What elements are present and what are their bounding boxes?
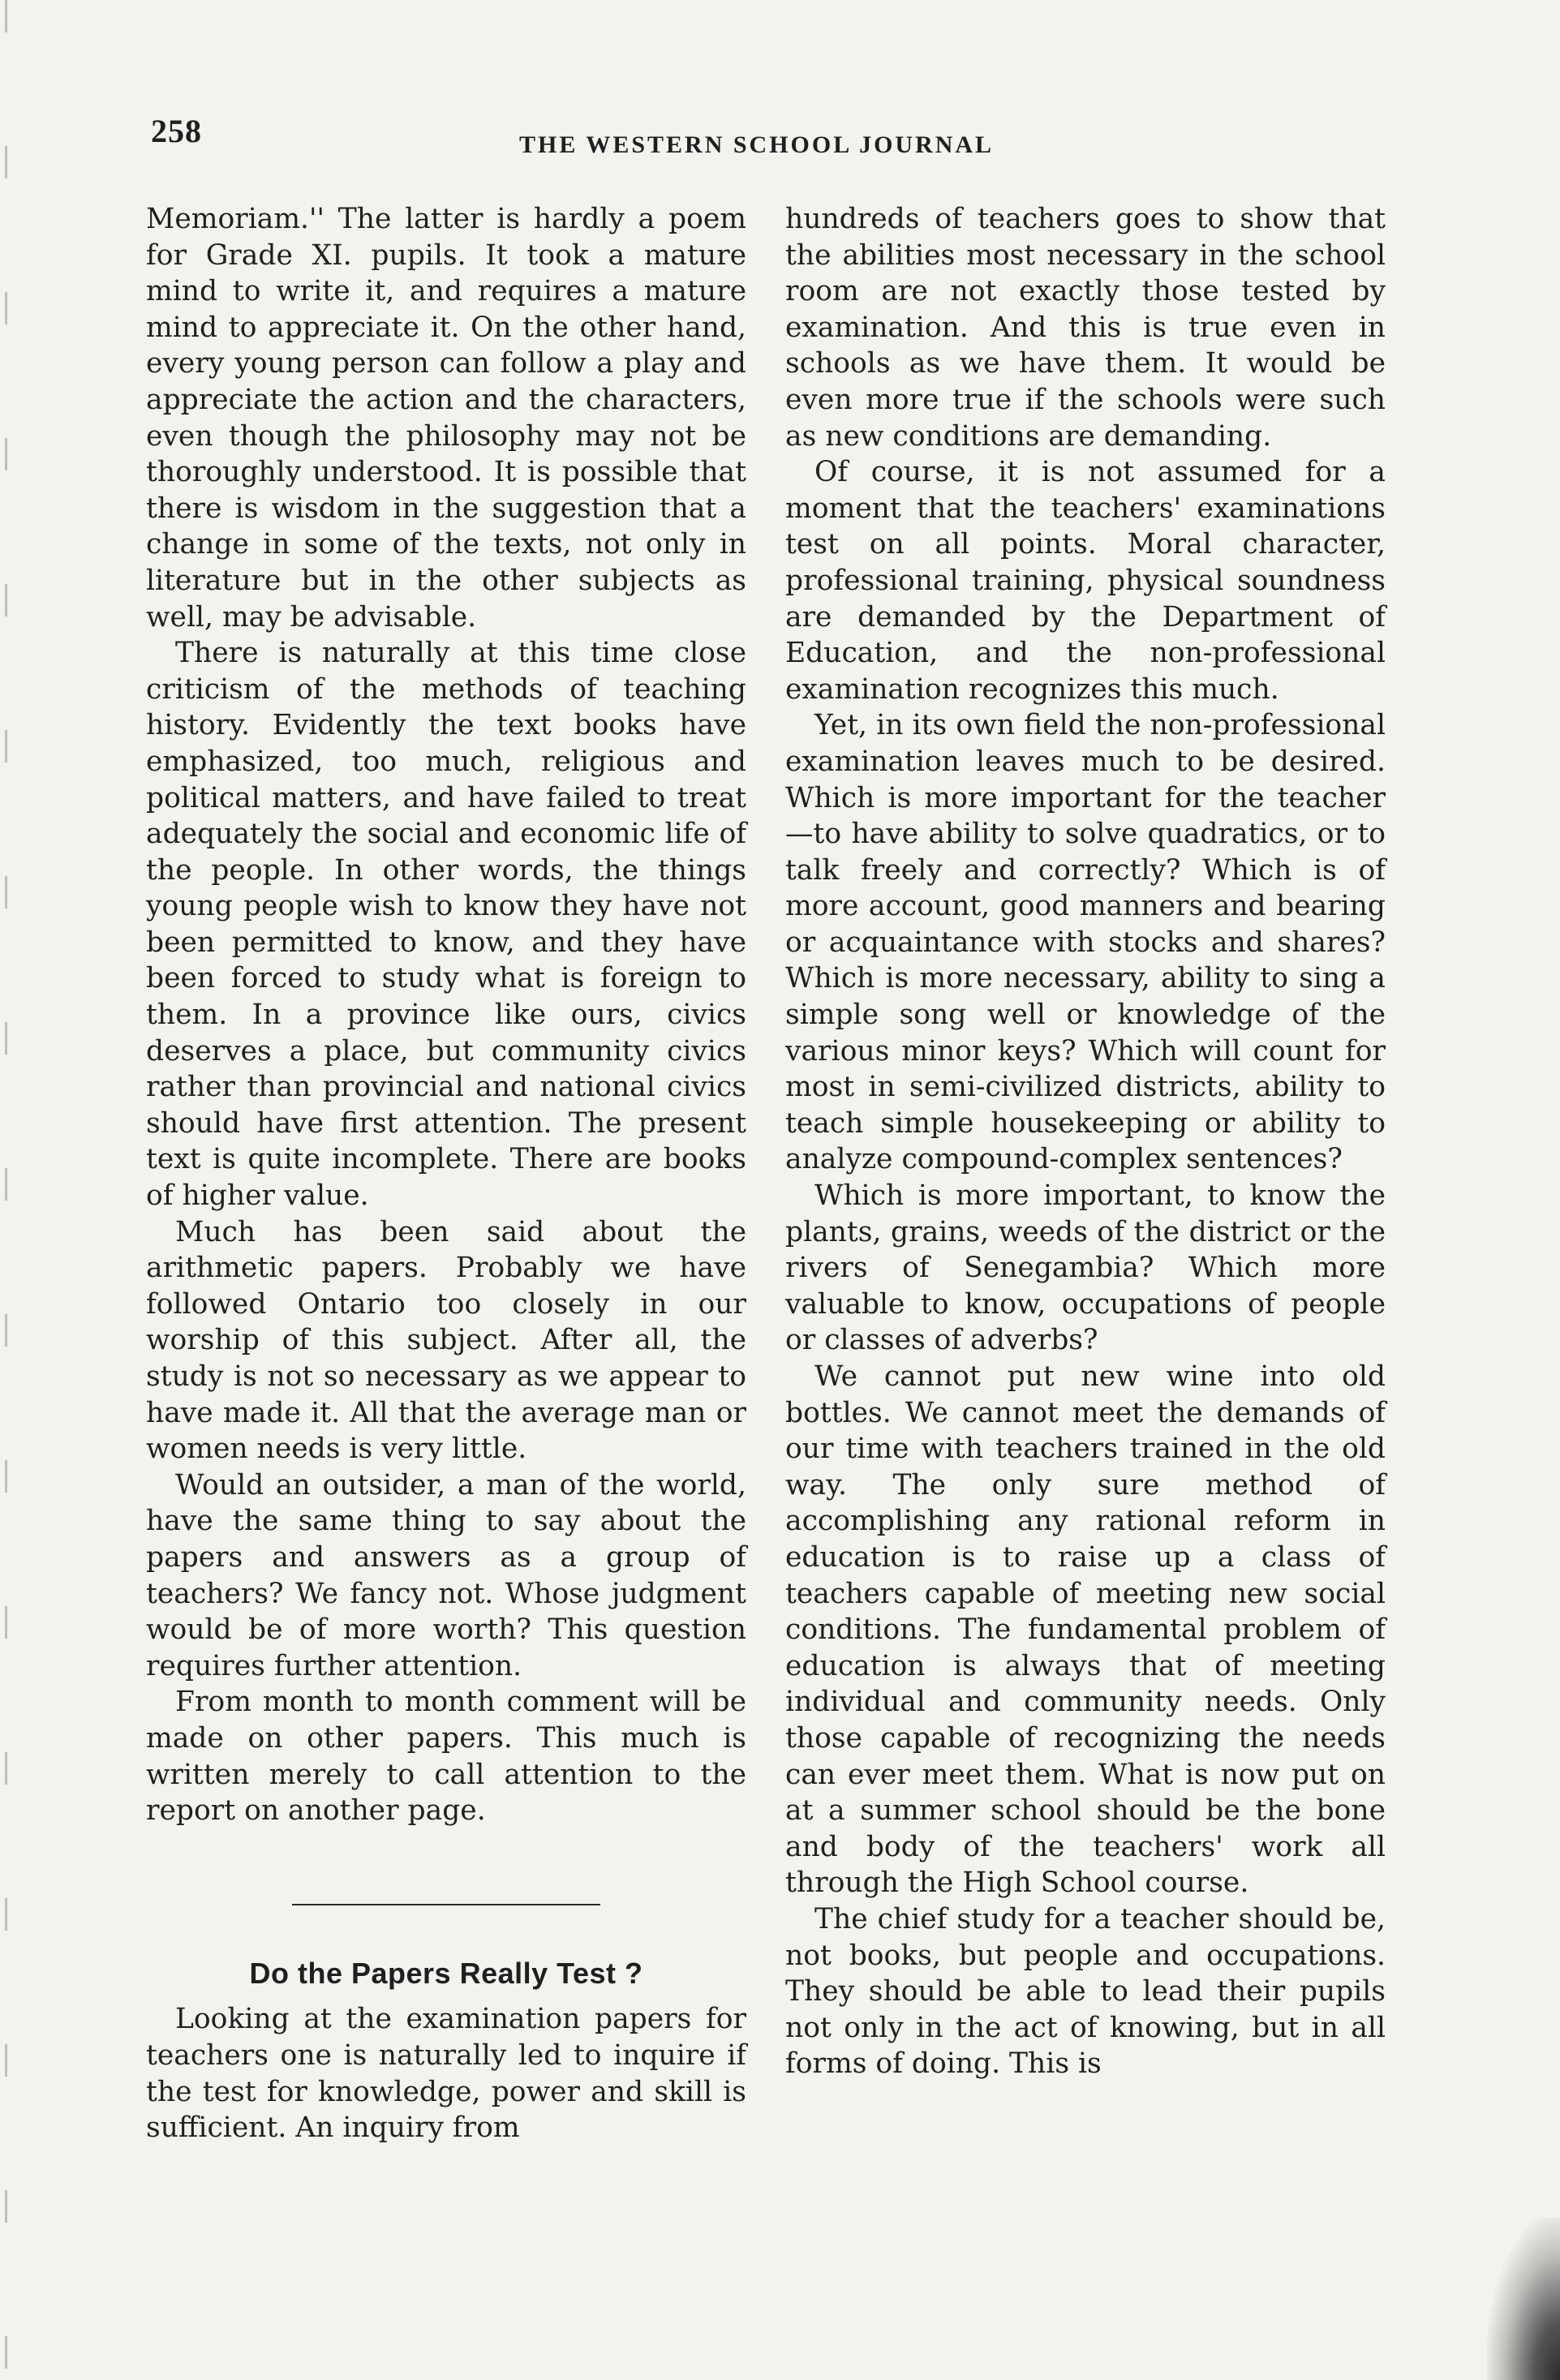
page-number: 258 [151, 113, 202, 149]
paragraph: Of course, it is not assumed for a moment that the teachers' examinations test on all points. Moral character, professional training, physical soundness are demanded by the Department of Education, and the non-professional examination recognizes this much. [785, 456, 1386, 706]
running-header-title: THE WESTERN SCHOOL JOURNAL [519, 131, 995, 158]
paragraph: Looking at the examination papers for teachers one is naturally led to inquire if the test for knowledge, power and skill is sufficient. An inquiry from [146, 2003, 746, 2145]
page-corner-smudge [1487, 2218, 1560, 2380]
section-heading: Do the Papers Really Test ? [249, 1956, 643, 1990]
right-column [785, 201, 1386, 2082]
paragraph: We cannot put new wine into old bottles. We cannot meet the demands of our time with teachers trained in the old way. The only sure method of accomplishing any rational reform in education is to raise up a class of teachers capable of meeting new social conditions. The fundamental problem of education is always that of meeting individual and community needs. Only those capable of recognizing the needs can ever meet them. What is now put on at a summer school should be the bone and body of the teachers' work all through the High School course. [785, 1360, 1386, 1900]
paragraph: Much has been said about the arithmetic papers. Probably we have followed Ontario too closely in our worship of this subject. After all, the study is not so necessary as we appear to have made it. All that the average man or women needs is very little. [146, 1215, 746, 1466]
paragraph: Would an outsider, a man of the world, have the same thing to say about the papers and answers as a group of teachers? We fancy not. Whose judgment would be of more worth? This question requires further attention. [146, 1468, 746, 1682]
paragraph: Memoriam.'' The latter is hardly a poem for Grade XI. pupils. It took a mature mind to write it, and requires a mature mind to appreciate it. On the other hand, every young person can follow a play and appreciate the action and the characters, even though the philosophy may not be thoroughly understood. It is possible that there is wisdom in the suggestion that a change in some of the texts, not only in literature but in the other subjects as well, may be advisable. [146, 203, 746, 634]
paragraph: The chief study for a teacher should be, not books, but people and occupations. They should be able to lead their pupils not only in the act of knowing, but in all forms of doing. This is [785, 1902, 1386, 2081]
paragraph: From month to month comment will be made on other papers. This much is written merely to call attention to the report on another page. [146, 1686, 746, 1828]
section-divider [292, 1904, 600, 1905]
paragraph: There is naturally at this time close criticism of the methods of teaching history. Evidently the text books have emphasized, too much, religious and political matters, and have failed to treat adequately the social and economic life of the people. In other words, the things young people wish to know they have not been permitted to know, and they have been forced to study what is foreign to them. In a province like ours, civics deserves a place, but community civics rather than provincial and national civics should have first attention. The present text is quite incomplete. There are books of higher value. [146, 637, 746, 1213]
left-column [146, 201, 746, 2146]
paragraph: Yet, in its own field the non-professional examination leaves much to be desired. Which is more important for the teacher—to have ability to solve quadratics, or to talk freely and correctly? Which is of more account, good manners and bearing or acquaintance with stocks and shares? Which is more necessary, ability to sing a simple song well or knowledge of the various minor keys? Which will count for most in semi-civilized districts, ability to teach simple housekeeping or ability to analyze compound-complex sentences? [785, 709, 1386, 1176]
paragraph: Which is more important, to know the plants, grains, weeds of the district or the rivers of Senegambia? Which more valuable to know, occupations of people or classes of adverbs? [785, 1179, 1386, 1357]
paragraph: hundreds of teachers goes to show that the abilities most necessary in the school room are not exactly those tested by examination. And this is true even in schools as we have them. It would be even more true if the schools were such as new conditions are demanding. [785, 203, 1386, 453]
page-edge-shadow [5, 0, 7, 2380]
